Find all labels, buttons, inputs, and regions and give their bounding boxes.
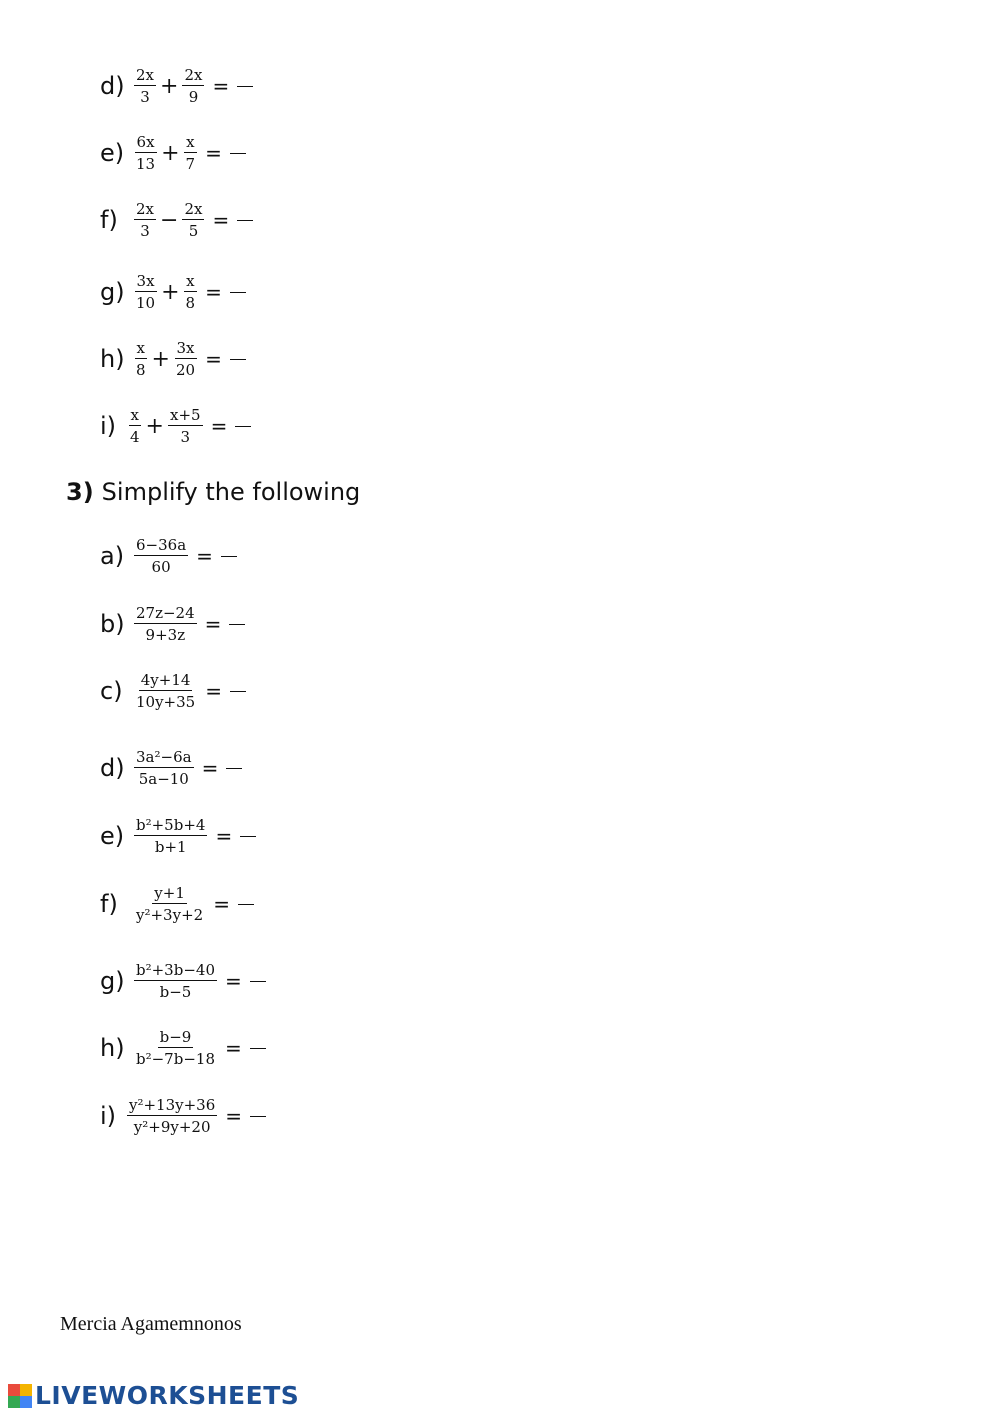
denominator: 9 [188, 88, 199, 106]
equals-sign: = [212, 74, 230, 98]
author-name: Mercia Agamemnonos [60, 1313, 242, 1335]
numerator: 6x [136, 133, 155, 151]
answer-blank[interactable] [230, 292, 246, 293]
denominator: 10y+35 [136, 693, 196, 711]
problem-label: b) [100, 610, 125, 638]
equals-sign: = [205, 679, 222, 703]
fraction [134, 200, 156, 240]
denominator: y²+9y+20 [133, 1118, 211, 1136]
denominator: 5a−10 [138, 770, 189, 788]
logo-text: LIVEWORKSHEETS [35, 1381, 300, 1410]
fraction [134, 66, 156, 106]
expression [134, 594, 245, 654]
numerator: 6−36a [136, 536, 187, 554]
expression [134, 262, 246, 322]
operator: + [145, 413, 164, 439]
problem-label: i) [100, 412, 117, 440]
numerator: 2x [136, 200, 155, 218]
fraction [127, 1096, 217, 1136]
equals-sign: = [224, 969, 242, 993]
equals-sign: = [210, 414, 228, 438]
expression [134, 526, 237, 586]
answer-blank[interactable] [230, 359, 246, 360]
denominator: 9+3z [145, 626, 186, 644]
section-3-heading [66, 478, 360, 506]
fraction [182, 200, 204, 240]
expression [134, 1018, 266, 1078]
expression [134, 738, 242, 798]
equals-sign: = [196, 544, 213, 568]
answer-blank[interactable] [237, 220, 253, 221]
equals-sign: = [204, 612, 222, 636]
expression [127, 1086, 266, 1146]
expression [128, 396, 251, 456]
answer-blank[interactable] [250, 1116, 266, 1117]
problem-label: a) [100, 542, 125, 570]
answer-blank[interactable] [229, 624, 245, 625]
numerator: x [136, 339, 145, 357]
denominator: 10 [136, 294, 156, 312]
equals-sign: = [205, 141, 222, 165]
answer-blank[interactable] [221, 556, 237, 557]
problem-label: e) [100, 822, 125, 850]
operator: + [160, 73, 179, 99]
expression [134, 806, 256, 866]
section-title: Simplify the following [101, 478, 361, 506]
denominator: 13 [136, 155, 156, 173]
fraction [184, 272, 198, 312]
operator: + [151, 346, 170, 372]
numerator: 3x [176, 339, 195, 357]
fraction [134, 748, 194, 788]
numerator: y²+13y+36 [129, 1096, 216, 1114]
numerator: 3x [136, 272, 155, 290]
numerator: y+1 [154, 884, 185, 902]
fraction [184, 133, 198, 173]
logo-square [8, 1384, 20, 1396]
problem-label: h) [100, 1034, 125, 1062]
answer-blank[interactable] [235, 426, 251, 427]
denominator: 7 [185, 155, 196, 173]
logo-square [20, 1396, 32, 1408]
problem-label: h) [100, 345, 125, 373]
answer-blank[interactable] [238, 904, 254, 905]
numerator: 2x [184, 66, 203, 84]
equals-sign: = [225, 1104, 243, 1128]
expression [134, 190, 253, 250]
problem-label: f) [100, 890, 118, 918]
answer-blank[interactable] [230, 153, 246, 154]
numerator: 4y+14 [140, 671, 191, 689]
answer-blank[interactable] [250, 981, 266, 982]
fraction [182, 66, 204, 106]
denominator: b+1 [154, 838, 187, 856]
logo-square [8, 1396, 20, 1408]
fraction [134, 961, 217, 1001]
fraction [134, 339, 148, 379]
numerator: 3a²−6a [136, 748, 192, 766]
problem-label: e) [100, 139, 125, 167]
operator: + [161, 279, 180, 305]
numerator: b−9 [159, 1028, 192, 1046]
fraction [134, 1028, 217, 1068]
expression [134, 874, 254, 934]
expression [134, 329, 246, 389]
equals-sign: = [205, 280, 222, 304]
denominator: b²−7b−18 [136, 1050, 215, 1068]
expression [134, 56, 253, 116]
answer-blank[interactable] [250, 1048, 266, 1049]
section-number: 3) [66, 478, 94, 506]
logo-square [20, 1384, 32, 1396]
answer-blank[interactable] [226, 768, 242, 769]
denominator: y²+3y+2 [136, 906, 204, 924]
answer-blank[interactable] [230, 691, 246, 692]
equals-sign: = [201, 756, 219, 780]
numerator: x [130, 406, 139, 424]
expression [134, 951, 266, 1011]
denominator: 60 [151, 558, 171, 576]
denominator: 3 [140, 222, 150, 240]
equals-sign: = [224, 1036, 242, 1060]
problem-label: f) [100, 206, 118, 234]
answer-blank[interactable] [237, 86, 253, 87]
answer-blank[interactable] [240, 836, 256, 837]
numerator: x [186, 272, 195, 290]
fraction [134, 133, 157, 173]
fraction [174, 339, 197, 379]
problem-label: i) [100, 1102, 117, 1130]
fraction [134, 671, 197, 711]
problem-label: g) [100, 967, 125, 995]
expression [134, 661, 246, 721]
problem-label: c) [100, 677, 123, 705]
equals-sign: = [205, 347, 222, 371]
operator: + [161, 140, 180, 166]
denominator: 8 [185, 294, 196, 312]
fraction [134, 816, 207, 856]
numerator: 2x [136, 66, 155, 84]
fraction [134, 272, 157, 312]
numerator: 27z−24 [136, 604, 195, 622]
denominator: 3 [180, 428, 191, 446]
equals-sign: = [212, 208, 230, 232]
expression [134, 123, 246, 183]
problem-label: g) [100, 278, 125, 306]
numerator: x+5 [169, 406, 201, 424]
numerator: 2x [184, 200, 203, 218]
numerator: b²+5b+4 [136, 816, 206, 834]
fraction [134, 604, 197, 644]
numerator: x [186, 133, 195, 151]
numerator: b²+3b−40 [136, 961, 215, 979]
denominator: 20 [175, 361, 196, 379]
operator: − [160, 207, 179, 233]
denominator: 4 [130, 428, 140, 446]
equals-sign: = [213, 892, 230, 916]
fraction [134, 536, 188, 576]
logo-grid-icon [8, 1384, 32, 1408]
equals-sign: = [215, 824, 233, 848]
fraction [168, 406, 203, 446]
fraction [134, 884, 205, 924]
problem-label: d) [100, 754, 125, 782]
denominator: 3 [140, 88, 150, 106]
denominator: 8 [136, 361, 146, 379]
denominator: 5 [188, 222, 199, 240]
problem-label: d) [100, 72, 125, 100]
fraction [128, 406, 142, 446]
liveworksheets-logo[interactable] [8, 1381, 299, 1410]
denominator: b−5 [159, 983, 192, 1001]
